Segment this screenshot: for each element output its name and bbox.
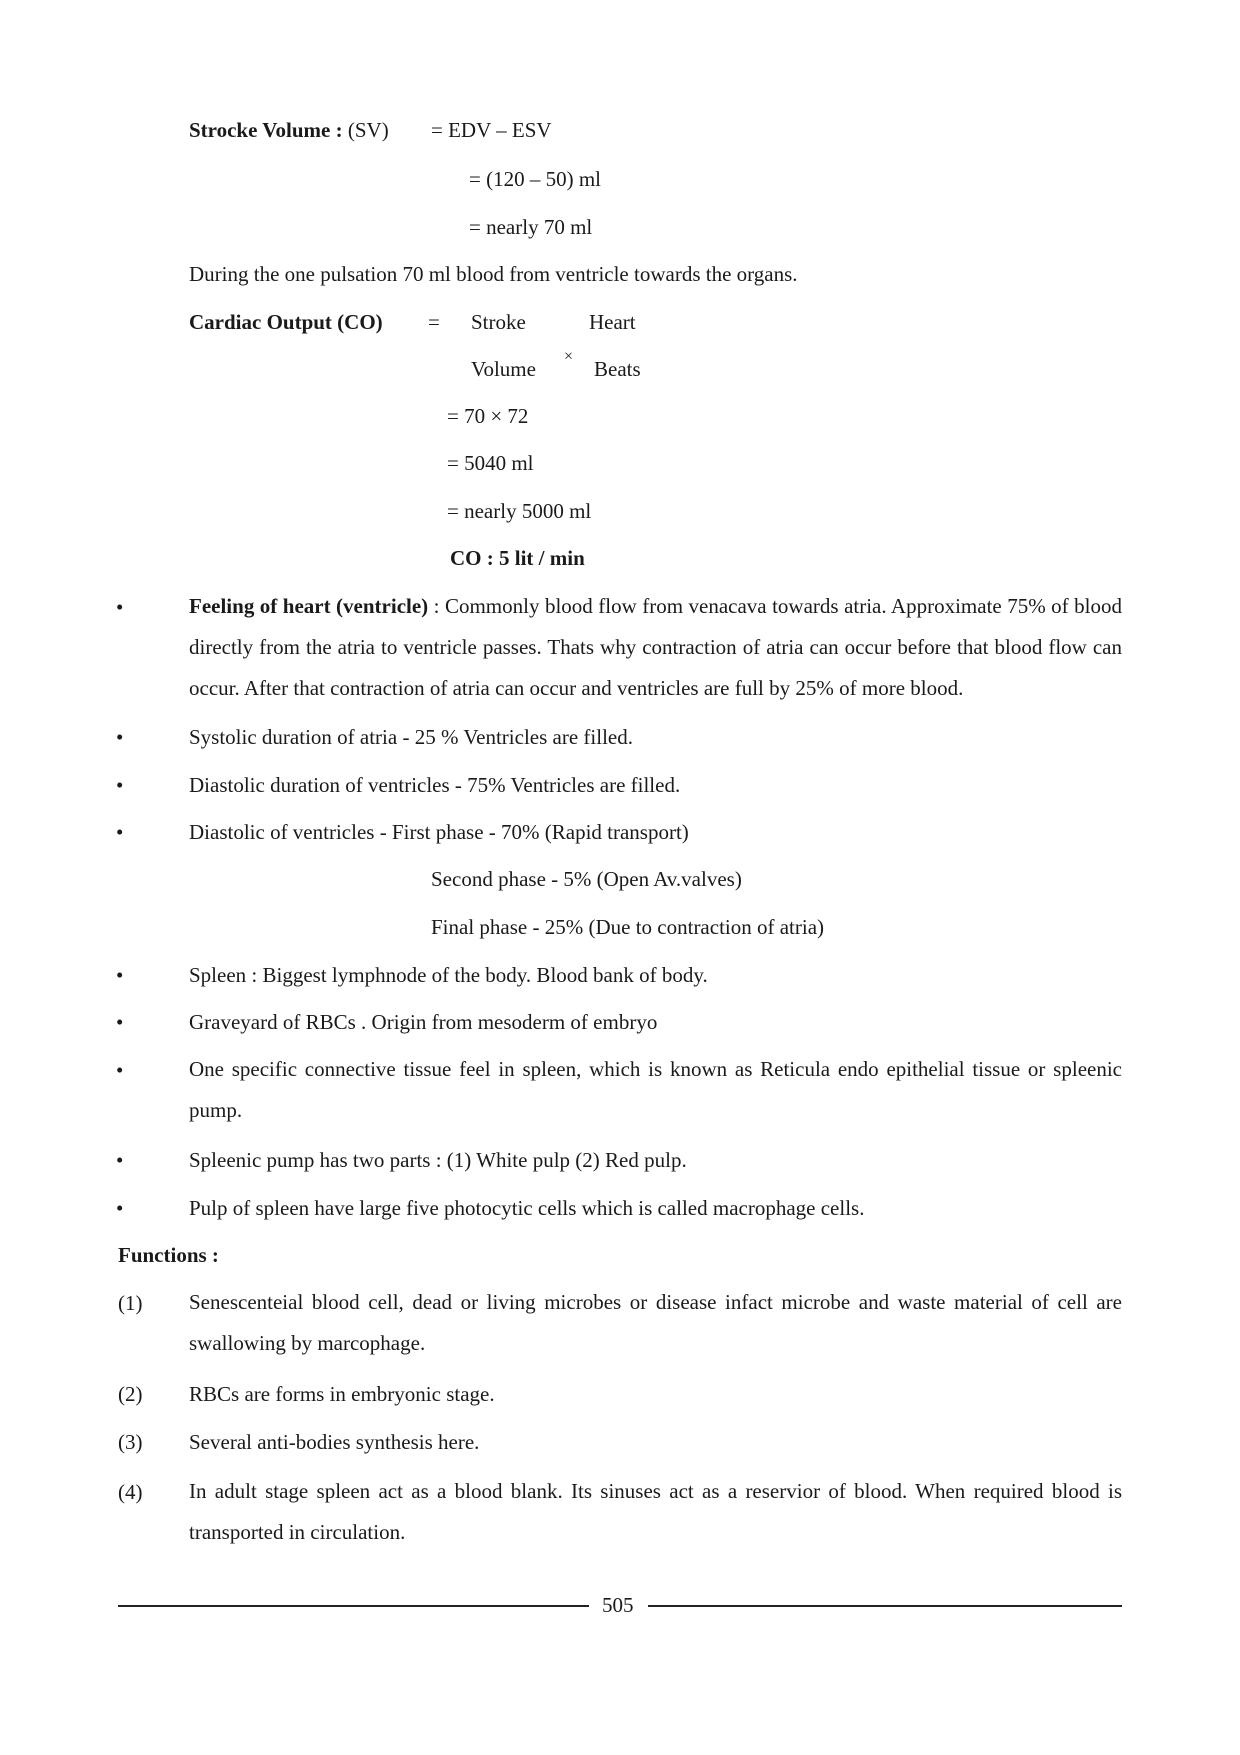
phase-line: Second phase - 5% (Open Av.valves) [431,867,742,891]
cardiac-output-step2: = 5040 ml [447,451,534,475]
functions-heading: Functions : [118,1243,219,1267]
feeling-of-heart-text: : Commonly blood flow from venacava towards atria. Approximate 75% of blood directly from the atria to ventricle passes. Thats why contraction of atria can occur before that blood flow can occur. After that contraction of atria can occur and ventricles are full by 25% of more blood. [189,594,1122,700]
list-item: Spleen : Biggest lymphnode of the body. Blood bank of body. [189,963,708,987]
stroke-volume-eq3: = nearly 70 ml [469,215,593,239]
bullet-icon: • [116,1148,124,1172]
list-item: Pulp of spleen have large five photocytic cells which is called macrophage cells. [189,1196,865,1220]
list-item: Systolic duration of atria - 25 % Ventricles are filled. [189,725,633,749]
list-item: Spleenic pump has two parts : (1) White pulp (2) Red pulp. [189,1148,687,1172]
stroke-volume-line [189,120,389,141]
multiply-sign: × [564,348,574,365]
pulsation-note: During the one pulsation 70 ml blood from ventricle towards the organs. [189,262,798,286]
footer-rule-right [648,1605,1122,1607]
function-number: (4) [118,1480,143,1504]
volume-term-bottom: Volume [471,357,536,381]
function-number: (1) [118,1291,143,1315]
function-text: Senescenteial blood cell, dead or living microbes or disease infact microbe and waste material of cell are swallowing by marcophage. [189,1290,1122,1355]
heart-term-top: Heart [589,310,636,334]
list-item: Graveyard of RBCs . Origin from mesoderm of embryo [189,1010,658,1034]
beats-term-bottom: Beats [594,357,641,381]
function-number: (3) [118,1430,143,1454]
list-item: Diastolic duration of ventricles - 75% Ventricles are filled. [189,773,681,797]
phase-line: Final phase - 25% (Due to contraction of atria) [431,915,825,939]
cardiac-output-equals: = [428,310,440,334]
bullet-icon: • [116,1010,124,1034]
cardiac-output-step3: = nearly 5000 ml [447,499,592,523]
function-text: RBCs are forms in embryonic stage. [189,1382,495,1406]
stroke-volume-eq2: = (120 – 50) ml [469,167,601,191]
cardiac-output-label: Cardiac Output (CO) [189,310,383,334]
bullet-icon: • [116,595,124,619]
feeling-of-heart-paragraph [189,586,1122,709]
stroke-term-top: Stroke [471,310,526,334]
bullet-icon: • [116,725,124,749]
bullet-icon: • [116,1058,124,1082]
list-item: Diastolic of ventricles - First phase - 70% (Rapid transport) [189,820,689,844]
stroke-volume-abbr: (SV) [347,118,389,142]
function-number: (2) [118,1382,143,1406]
feeling-of-heart-term: Feeling of heart (ventricle) [189,594,429,618]
stroke-volume-eq1: = EDV – ESV [431,118,552,142]
bullet-icon: • [116,1196,124,1220]
cardiac-output-step1: = 70 × 72 [447,404,529,428]
connective-tissue-paragraph: One specific connective tissue feel in spleen, which is known as Reticula endo epithelial tissue or spleenic pump. [189,1057,1122,1122]
bullet-icon: • [116,963,124,987]
bullet-icon: • [116,773,124,797]
function-text: In adult stage spleen act as a blood blank. Its sinuses act as a reservior of blood. When required blood is transported in circulation. [189,1479,1122,1544]
stroke-volume-label: Strocke Volume : [189,118,343,142]
footer-rule-left [118,1605,589,1607]
cardiac-output-result: CO : 5 lit / min [450,546,585,570]
function-text: Several anti-bodies synthesis here. [189,1430,480,1454]
bullet-icon: • [116,820,124,844]
page-number: 505 [602,1593,634,1617]
